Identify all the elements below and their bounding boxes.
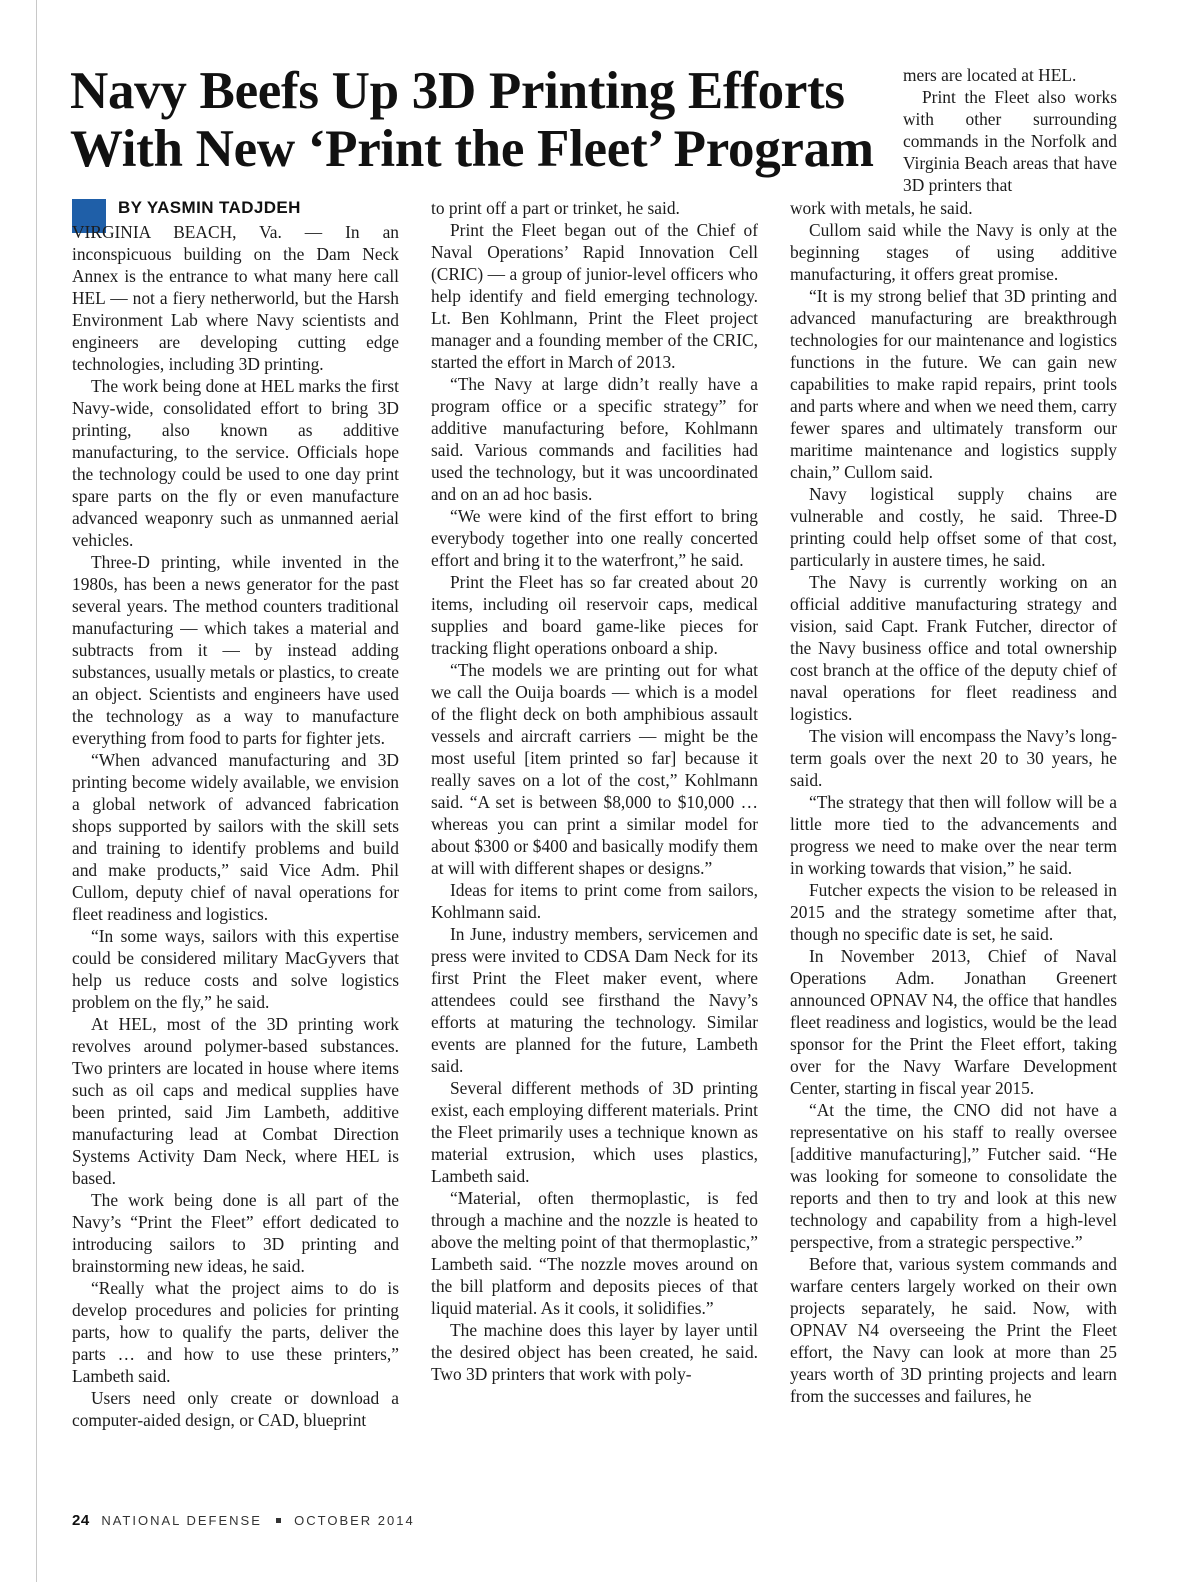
paragraph: Cullom said while the Navy is only at the beginning stages of using additive manufacturing, it offers great promise. [790,220,1117,284]
paragraph: The vision will encompass the Navy’s long-term goals over the next 20 to 30 years, he said. [790,726,1117,790]
page-footer [72,1512,415,1529]
paragraph: “The models we are printing out for what we call the Ouija boards — which is a model of the flight deck on both amphibious assault vessels and aircraft carriers — might be the most useful [item printed so far] because it really saves on a lot of the cost,” Kohlmann said. “A set is between $8,000 to $10,000 … whereas you can print a similar model for about $300 or $400 and basically modify them at will with different shapes or designs.” [431,660,758,878]
issue-date: OCTOBER 2014 [294,1513,415,1528]
paragraph: Three-D printing, while invented in the 1980s, has been a news generator for the past several years. The method counters traditional manufacturing — which takes a material and subtracts from it — by instead adding substances, usually metals or plastics, to create an object. Scientists and engineers have used the technology as a way to manufacture everything from food to parts for fighter jets. [72,552,399,748]
paragraph: “We were kind of the first effort to bring everybody together into one really concerted effort and bring it to the waterfront,” he said. [431,506,758,570]
paragraph: “In some ways, sailors with this expertise could be considered military MacGyvers that help us reduce costs and solve logistics problem on the fly,” he said. [72,926,399,1012]
paragraph: Users need only create or download a computer-aided design, or CAD, blueprint [72,1388,399,1430]
paragraph: At HEL, most of the 3D printing work revolves around polymer-based substances. Two printers are located in house where items such as oil caps and medical supplies have been printed, said Jim Lambeth, additive manufacturing lead at Combat Direction Systems Activity Dam Neck, where HEL is based. [72,1014,399,1188]
column-3 [790,197,1117,1482]
paragraph: Print the Fleet has so far created about 20 items, including oil reservoir caps, medical supplies and board game-like pieces for tracking flight operations onboard a ship. [431,572,758,658]
page-edge-rule [36,0,37,1582]
paragraph: Print the Fleet also works with other surrounding commands in the Norfolk and Virginia Beach areas that have 3D printers that [903,87,1117,195]
headline-line-1: Navy Beefs Up 3D Printing Efforts [70,62,845,120]
paragraph: “At the time, the CNO did not have a representative on his staff to really oversee [additive manufacturing],” Futcher said. “He was looking for someone to consolidate the reports and then to try and look at this new technology and capability from a high-level perspective, from a strategic perspective.” [790,1100,1117,1252]
column-2 [431,197,758,1482]
paragraph: In June, industry members, servicemen and press were invited to CDSA Dam Neck for its first Print the Fleet maker event, where attendees could see firsthand the Navy’s efforts at maturing the technology. Similar events are planned for the future, Lambeth said. [431,924,758,1076]
paragraph: “The strategy that then will follow will be a little more tied to the advancements and progress we need to make over the near term in working towards that vision,” he said. [790,792,1117,878]
headline-line-2: With New ‘Print the Fleet’ Program [70,120,874,178]
column-1 [72,197,399,1482]
paragraph: In November 2013, Chief of Naval Operations Adm. Jonathan Greenert announced OPNAV N4, the office that handles fleet readiness and logistics, would be the lead sponsor for the Print the Fleet effort, taking over for the Navy Warfare Development Center, starting in fiscal year 2015. [790,946,1117,1098]
paragraph: Several different methods of 3D printing exist, each employing different materials. Print the Fleet primarily uses a technique known as material extrusion, which uses plastics, Lambeth said. [431,1078,758,1186]
paragraph: Before that, various system commands and warfare centers largely worked on their own projects separately, he said. Now, with OPNAV N4 overseeing the Print the Fleet effort, the Navy can look at more than 25 years worth of 3D printing projects and learn from the successes and failures, he [790,1254,1117,1406]
paragraph: mers are located at HEL. [903,65,1077,85]
paragraph: “The Navy at large didn’t really have a program office or a specific strategy” for additive manufacturing before, Kohlmann said. Various commands and facilities had used the technology, but it was uncoordinated and on an ad hoc basis. [431,374,758,504]
paragraph: Navy logistical supply chains are vulnerable and costly, he said. Three-D printing could help offset some of that cost, particularly in austere times, he said. [790,484,1117,570]
paragraph: Ideas for items to print come from sailors, Kohlmann said. [431,880,758,922]
lead-paragraph: VIRGINIA BEACH, Va. — In an inconspicuous building on the Dam Neck Annex is the entrance to what many here call HEL — not a fiery netherworld, but the Harsh Environment Lab where Navy scientists and engineers are developing cutting edge technologies, including 3D printing. [72,222,399,374]
page-number: 24 [72,1512,90,1529]
paragraph: The Navy is currently working on an official additive manufacturing strategy and vision, said Capt. Frank Futcher, director of the Navy business office and total ownership cost branch at the office of the deputy chief of naval operations for fleet readiness and logistics. [790,572,1117,724]
column-3-top [903,64,1117,196]
paragraph: “Material, often thermoplastic, is fed through a machine and the nozzle is heated to above the melting point of that thermoplastic,” Lambeth said. “The nozzle moves around on the bill platform and deposits pieces of that liquid material. As it cools, it solidifies.” [431,1188,758,1318]
paragraph: to print off a part or trinket, he said. [431,198,680,218]
paragraph: The work being done at HEL marks the first Navy-wide, consolidated effort to bring 3D printing, also known as additive manufacturing, to the service. Officials hope the technology could be used to one day print spare parts on the fly or even manufacture advanced weaponry such as unmanned aerial vehicles. [72,376,399,550]
byline: BY YASMIN TADJDEH [118,198,301,217]
footer-separator-square [276,1518,281,1523]
paragraph: work with metals, he said. [790,198,973,218]
paragraph: Print the Fleet began out of the Chief of Naval Operations’ Rapid Innovation Cell (CRIC) — a group of junior-level officers who help identify and field emerging technology. Lt. Ben Kohlmann, Print the Fleet project manager and a founding member of the CRIC, started the effort in March of 2013. [431,220,758,372]
paragraph: Futcher expects the vision to be released in 2015 and the strategy sometime after that, though no specific date is set, he said. [790,880,1117,944]
paragraph: “When advanced manufacturing and 3D printing become widely available, we envision a global network of advanced fabrication shops supported by sailors with the skill sets and training to identify problems and build and make products,” said Vice Adm. Phil Cullom, deputy chief of naval operations for fleet readiness and logistics. [72,750,399,924]
article-headline [70,62,890,178]
paragraph: “It is my strong belief that 3D printing and advanced manufacturing are breakthrough technologies for our maintenance and logistics functions in the future. We can gain new capabilities to make rapid repairs, print tools and parts where and when we need them, carry fewer spares and ultimately transform our maritime maintenance and logistics supply chain,” Cullom said. [790,286,1117,482]
paragraph: The machine does this layer by layer until the desired object has been created, he said. Two 3D printers that work with poly- [431,1320,758,1384]
paragraph: The work being done is all part of the Navy’s “Print the Fleet” effort dedicated to introducing sailors to 3D printing and brainstorming new ideas, he said. [72,1190,399,1276]
publication-name: NATIONAL DEFENSE [101,1513,262,1528]
paragraph: “Really what the project aims to do is develop procedures and policies for printing parts, how to qualify the parts, deliver the parts … and how to use these printers,” Lambeth said. [72,1278,399,1386]
